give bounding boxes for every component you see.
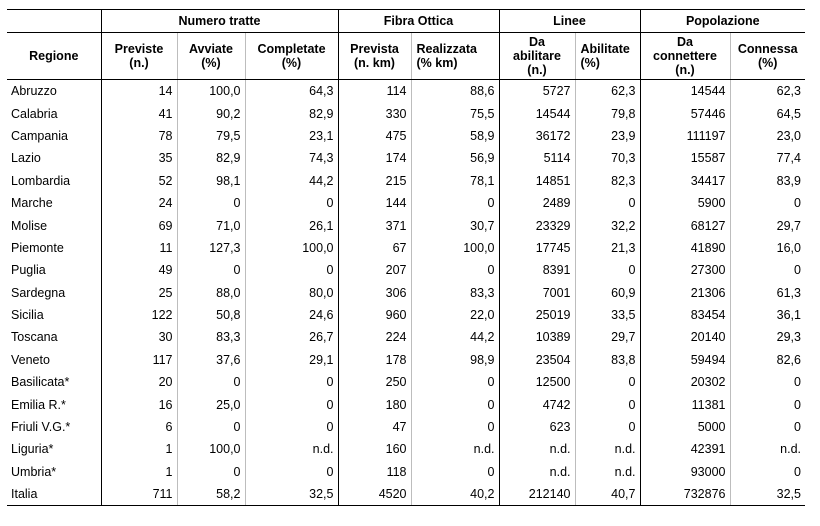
- broadband-table: [7, 9, 805, 506]
- table-cell: 29,7: [575, 326, 640, 348]
- table-cell: 29,1: [245, 349, 338, 371]
- table-cell: 5900: [640, 192, 730, 214]
- column-header: [730, 33, 805, 80]
- table-cell: 0: [411, 192, 499, 214]
- column-header: [411, 33, 499, 80]
- table-cell: 306: [338, 282, 411, 304]
- table-cell: 57446: [640, 102, 730, 124]
- table-cell: 34417: [640, 170, 730, 192]
- table-cell: 64,5: [730, 102, 805, 124]
- table-cell: 212140: [499, 483, 575, 506]
- table-cell: 20140: [640, 326, 730, 348]
- table-cell: 118: [338, 461, 411, 483]
- table-cell: 82,9: [245, 102, 338, 124]
- region-name-cell: Lombardia: [11, 173, 71, 188]
- table-cell: 77,4: [730, 147, 805, 169]
- column-header: [640, 33, 730, 80]
- table-cell: 20: [101, 371, 177, 393]
- column-header-line: Da: [529, 35, 545, 49]
- table-cell: 224: [338, 326, 411, 348]
- table-cell: 8391: [499, 259, 575, 281]
- table-cell: 30: [101, 326, 177, 348]
- table-cell: 60,9: [575, 282, 640, 304]
- table-cell: 0: [411, 371, 499, 393]
- table-cell: 10389: [499, 326, 575, 348]
- table-row: [7, 80, 805, 103]
- table-cell: 83,8: [575, 349, 640, 371]
- table-cell: 33,5: [575, 304, 640, 326]
- table-cell: 80,0: [245, 282, 338, 304]
- table-row: [7, 393, 805, 415]
- table-cell: 79,8: [575, 102, 640, 124]
- table-cell: 67: [338, 237, 411, 259]
- table-cell: 20302: [640, 371, 730, 393]
- table-cell: 21306: [640, 282, 730, 304]
- table-cell: n.d.: [499, 438, 575, 460]
- column-header-line: (%): [281, 56, 302, 70]
- region-name-cell: Basilicata*: [11, 375, 70, 390]
- column-header-line: Connessa: [737, 42, 798, 56]
- region-name-cell: Marche: [11, 196, 53, 211]
- table-cell: n.d.: [411, 438, 499, 460]
- column-header-regione: Regione: [7, 33, 101, 80]
- table-cell: 44,2: [411, 326, 499, 348]
- table-cell: 0: [730, 371, 805, 393]
- table-cell: 79,5: [177, 125, 245, 147]
- region-name-cell: Sicilia: [11, 308, 44, 323]
- table-cell: 0: [177, 192, 245, 214]
- table-cell: 1: [101, 461, 177, 483]
- table-cell: 32,5: [245, 483, 338, 506]
- table-cell: 0: [245, 461, 338, 483]
- table-cell: 127,3: [177, 237, 245, 259]
- table-cell: 12500: [499, 371, 575, 393]
- table-cell: 5000: [640, 416, 730, 438]
- column-header-line: Previste: [114, 42, 164, 56]
- table-cell: 16,0: [730, 237, 805, 259]
- table-cell: 40,7: [575, 483, 640, 506]
- column-header-line: (n. km): [354, 56, 395, 70]
- table-cell: 117: [101, 349, 177, 371]
- table-cell: n.d.: [575, 461, 640, 483]
- region-name-cell: Puglia: [11, 263, 46, 278]
- table-cell: 37,6: [177, 349, 245, 371]
- table-cell: 23,9: [575, 125, 640, 147]
- region-name-cell: Sardegna: [11, 285, 66, 300]
- table-cell: 61,3: [730, 282, 805, 304]
- table-cell: 0: [575, 393, 640, 415]
- table-cell: 29,3: [730, 326, 805, 348]
- table-row: [7, 125, 805, 147]
- table-cell: 14544: [640, 80, 730, 103]
- table-cell: 960: [338, 304, 411, 326]
- table-cell: 70,3: [575, 147, 640, 169]
- column-header-line: Da: [677, 35, 693, 49]
- table-cell: 114: [338, 80, 411, 103]
- table-cell: 0: [245, 393, 338, 415]
- column-header: [499, 33, 575, 80]
- group-header-linee: Linee: [499, 10, 640, 33]
- column-header: [245, 33, 338, 80]
- table-cell: 88,6: [411, 80, 499, 103]
- column-header-line: abilitare: [513, 49, 561, 63]
- table-cell: 4520: [338, 483, 411, 506]
- table-cell: 59494: [640, 349, 730, 371]
- region-name-cell: Emilia R.*: [11, 397, 66, 412]
- table-cell: n.d.: [730, 438, 805, 460]
- table-cell: 0: [575, 192, 640, 214]
- column-header-line: Completate: [257, 42, 326, 56]
- column-header: [338, 33, 411, 80]
- table-cell: 44,2: [245, 170, 338, 192]
- column-header-line: Avviate: [188, 42, 233, 56]
- table-cell: 62,3: [575, 80, 640, 103]
- group-header-fibra-ottica: Fibra Ottica: [338, 10, 499, 33]
- table-cell: 75,5: [411, 102, 499, 124]
- table-cell: 82,9: [177, 147, 245, 169]
- table-row: [7, 282, 805, 304]
- region-name-cell: Campania: [11, 128, 68, 143]
- table-cell: 0: [730, 259, 805, 281]
- table-cell: 2489: [499, 192, 575, 214]
- table-row: [7, 416, 805, 438]
- table-cell: 64,3: [245, 80, 338, 103]
- table-cell: 98,9: [411, 349, 499, 371]
- table-cell: 23329: [499, 214, 575, 236]
- column-header-line: (n.): [527, 63, 547, 77]
- table-cell: 25019: [499, 304, 575, 326]
- table-cell: 88,0: [177, 282, 245, 304]
- column-header-line: (%): [580, 56, 600, 70]
- table-cell: 52: [101, 170, 177, 192]
- region-name-cell: Umbria*: [11, 464, 57, 479]
- table-cell: 16: [101, 393, 177, 415]
- table-cell: 58,9: [411, 125, 499, 147]
- region-name-cell: Abruzzo: [11, 84, 57, 99]
- table-cell: 98,1: [177, 170, 245, 192]
- column-header-line: (n.): [129, 56, 149, 70]
- table-cell: 0: [730, 192, 805, 214]
- region-name-cell: Friuli V.G.*: [11, 420, 71, 435]
- table-row: [7, 304, 805, 326]
- table-cell: 83,9: [730, 170, 805, 192]
- table-cell: 100,0: [177, 80, 245, 103]
- table-row: [7, 438, 805, 460]
- table-cell: 83,3: [411, 282, 499, 304]
- table-row: [7, 461, 805, 483]
- table-row: [7, 259, 805, 281]
- table-cell: 330: [338, 102, 411, 124]
- table-row: [7, 237, 805, 259]
- table-row: [7, 192, 805, 214]
- table-cell: 100,0: [177, 438, 245, 460]
- table-cell: 0: [730, 416, 805, 438]
- table-cell: 32,5: [730, 483, 805, 506]
- table-cell: 24: [101, 192, 177, 214]
- table-cell: 0: [730, 461, 805, 483]
- table-cell: 5727: [499, 80, 575, 103]
- table-cell: 1: [101, 438, 177, 460]
- column-header-line: (n.): [675, 63, 695, 77]
- table-cell: 22,0: [411, 304, 499, 326]
- table-cell: 0: [177, 461, 245, 483]
- region-name-cell: Veneto: [11, 352, 50, 367]
- group-header-numero-tratte: Numero tratte: [101, 10, 338, 33]
- table-cell: 0: [575, 259, 640, 281]
- table-cell: 180: [338, 393, 411, 415]
- table-cell: 111197: [640, 125, 730, 147]
- group-header-popolazione: Popolazione: [640, 10, 805, 33]
- table-cell: 4742: [499, 393, 575, 415]
- table-cell: 122: [101, 304, 177, 326]
- region-name-cell: Piemonte: [11, 240, 64, 255]
- column-header-line: connettere: [653, 49, 717, 63]
- table-cell: 0: [411, 461, 499, 483]
- table-row: [7, 214, 805, 236]
- table-cell: 23504: [499, 349, 575, 371]
- table-cell: 7001: [499, 282, 575, 304]
- table-cell: 14: [101, 80, 177, 103]
- table-row: [7, 102, 805, 124]
- column-header: [575, 33, 640, 80]
- table-cell: 90,2: [177, 102, 245, 124]
- column-header-line: (%): [201, 56, 221, 70]
- table-cell: 0: [245, 192, 338, 214]
- column-header: [101, 33, 177, 80]
- table-cell: 0: [177, 371, 245, 393]
- table-cell: 25,0: [177, 393, 245, 415]
- table-cell: 36,1: [730, 304, 805, 326]
- table-cell: 29,7: [730, 214, 805, 236]
- table-cell: 160: [338, 438, 411, 460]
- table-cell: 30,7: [411, 214, 499, 236]
- region-name-cell: Lazio: [11, 151, 41, 166]
- column-header: [177, 33, 245, 80]
- table-cell: 5114: [499, 147, 575, 169]
- table-cell: 207: [338, 259, 411, 281]
- table-cell: 0: [730, 393, 805, 415]
- table-cell: 62,3: [730, 80, 805, 103]
- table-cell: 50,8: [177, 304, 245, 326]
- table-cell: 17745: [499, 237, 575, 259]
- table-cell: 56,9: [411, 147, 499, 169]
- table-cell: 14544: [499, 102, 575, 124]
- region-name-cell: Calabria: [11, 106, 58, 121]
- table-cell: 623: [499, 416, 575, 438]
- table-cell: 6: [101, 416, 177, 438]
- corner-cell: [7, 10, 101, 33]
- table-container: [7, 9, 805, 506]
- table-row: [7, 349, 805, 371]
- table-cell: 215: [338, 170, 411, 192]
- table-cell: 24,6: [245, 304, 338, 326]
- table-cell: 11: [101, 237, 177, 259]
- group-header-row: [7, 10, 805, 33]
- table-cell: 42391: [640, 438, 730, 460]
- region-name-cell: Toscana: [11, 330, 58, 345]
- table-cell: 25: [101, 282, 177, 304]
- table-cell: n.d.: [575, 438, 640, 460]
- table-cell: 82,3: [575, 170, 640, 192]
- table-cell: 26,7: [245, 326, 338, 348]
- table-cell: 11381: [640, 393, 730, 415]
- table-cell: 0: [575, 371, 640, 393]
- table-cell: 68127: [640, 214, 730, 236]
- table-cell: 36172: [499, 125, 575, 147]
- table-cell: 83454: [640, 304, 730, 326]
- table-cell: 144: [338, 192, 411, 214]
- table-cell: 49: [101, 259, 177, 281]
- table-row: [7, 371, 805, 393]
- table-cell: 0: [411, 393, 499, 415]
- table-cell: 58,2: [177, 483, 245, 506]
- table-cell: 69: [101, 214, 177, 236]
- column-header-line: Prevista: [350, 42, 399, 56]
- table-cell: 732876: [640, 483, 730, 506]
- table-cell: 0: [411, 259, 499, 281]
- table-cell: 0: [245, 416, 338, 438]
- table-cell: 371: [338, 214, 411, 236]
- table-cell: 93000: [640, 461, 730, 483]
- region-name-cell: Molise: [11, 218, 48, 233]
- table-cell: 26,1: [245, 214, 338, 236]
- table-cell: 41: [101, 102, 177, 124]
- table-cell: 0: [177, 259, 245, 281]
- table-cell: 40,2: [411, 483, 499, 506]
- table-cell: 15587: [640, 147, 730, 169]
- table-cell: 174: [338, 147, 411, 169]
- column-header-line: Realizzata: [416, 42, 477, 56]
- column-header-row: [7, 33, 805, 80]
- table-cell: 47: [338, 416, 411, 438]
- table-cell: 100,0: [411, 237, 499, 259]
- table-body: [7, 80, 805, 506]
- table-cell: 0: [575, 416, 640, 438]
- table-cell: 0: [411, 416, 499, 438]
- table-cell: n.d.: [245, 438, 338, 460]
- table-row: [7, 170, 805, 192]
- table-cell: 71,0: [177, 214, 245, 236]
- table-cell: n.d.: [499, 461, 575, 483]
- table-cell: 23,0: [730, 125, 805, 147]
- table-cell: 74,3: [245, 147, 338, 169]
- table-cell: 0: [245, 371, 338, 393]
- table-cell: 32,2: [575, 214, 640, 236]
- table-cell: 475: [338, 125, 411, 147]
- table-row: [7, 326, 805, 348]
- column-header-line: Abilitate: [580, 42, 630, 56]
- table-cell: 41890: [640, 237, 730, 259]
- table-cell: 78,1: [411, 170, 499, 192]
- region-name-cell: Italia: [7, 483, 101, 506]
- column-header-line: (%): [758, 56, 778, 70]
- table-row: [7, 483, 805, 506]
- table-cell: 100,0: [245, 237, 338, 259]
- table-row: [7, 147, 805, 169]
- table-cell: 78: [101, 125, 177, 147]
- table-cell: 35: [101, 147, 177, 169]
- table-cell: 0: [177, 416, 245, 438]
- table-cell: 711: [101, 483, 177, 506]
- table-cell: 23,1: [245, 125, 338, 147]
- table-cell: 178: [338, 349, 411, 371]
- table-cell: 82,6: [730, 349, 805, 371]
- table-cell: 250: [338, 371, 411, 393]
- region-name-cell: Liguria*: [11, 442, 54, 457]
- table-cell: 27300: [640, 259, 730, 281]
- table-cell: 0: [245, 259, 338, 281]
- table-cell: 21,3: [575, 237, 640, 259]
- column-header-line: (% km): [416, 56, 458, 70]
- table-cell: 14851: [499, 170, 575, 192]
- table-cell: 83,3: [177, 326, 245, 348]
